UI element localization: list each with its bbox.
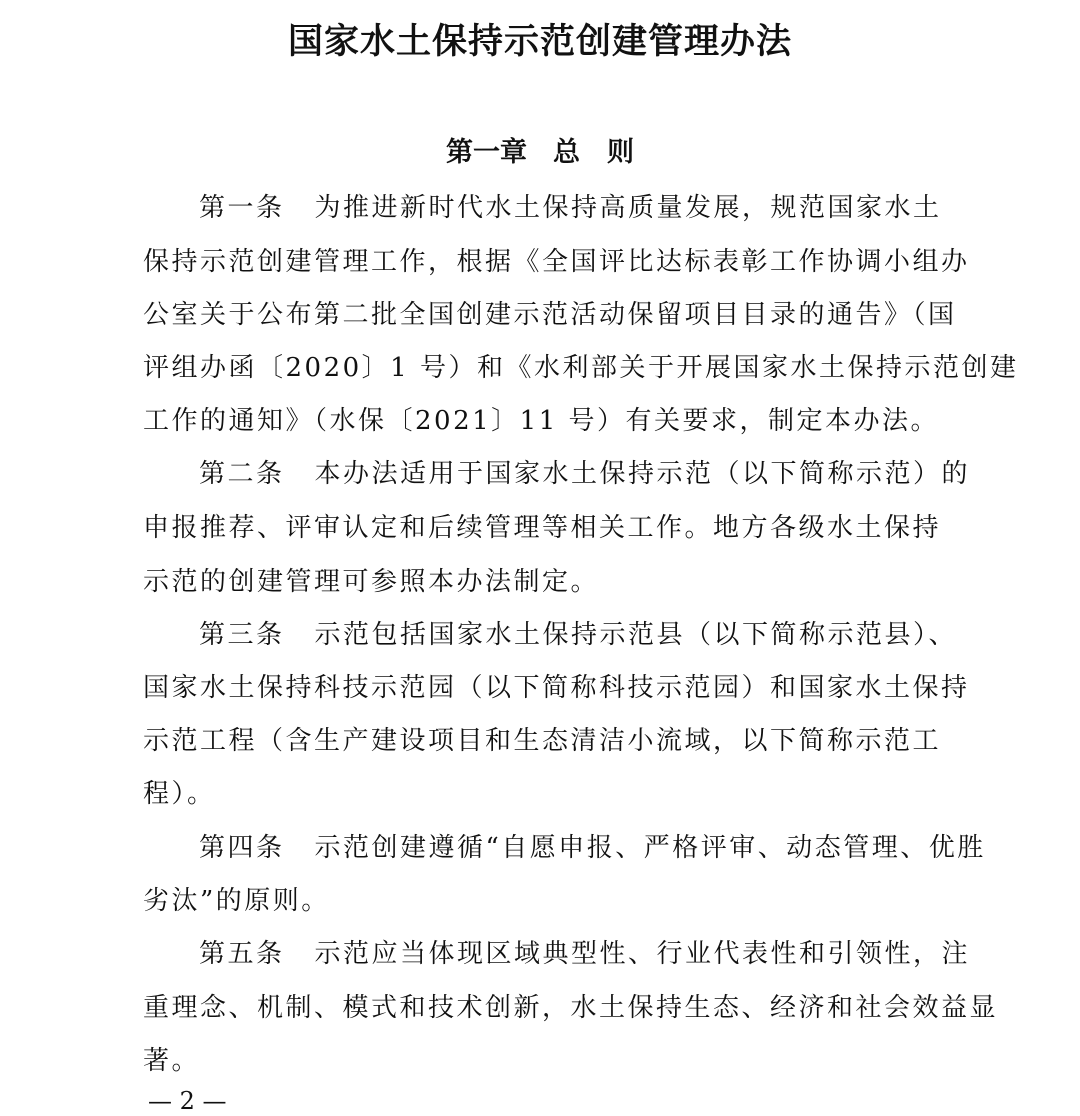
article-2-label: 第二条 [199, 459, 285, 489]
article-1-text-1: 为推进新时代水土保持高质量发展，规范国家水土 [314, 193, 942, 223]
article-4-line-2: 劣汰”的原则。 [143, 886, 330, 916]
article-1-line-1 [199, 188, 942, 228]
article-4-label: 第四条 [199, 833, 285, 863]
article-3-text-1: 示范包括国家水土保持示范县（以下简称示范县）、 [314, 620, 958, 650]
article-5-label: 第五条 [199, 939, 285, 969]
chapter-label: 第一章 [446, 137, 527, 168]
article-5-line-1 [199, 934, 970, 974]
document-title: 国家水土保持示范创建管理办法 [287, 22, 792, 62]
article-4-text-1: 示范创建遵循“自愿申报、严格评审、动态管理、优胜 [314, 833, 986, 863]
article-4-line-1 [199, 828, 986, 868]
page-number: — 2 — [148, 1087, 227, 1115]
article-3-line-4: 程）。 [143, 779, 216, 809]
article-3-line-1 [199, 615, 957, 655]
article-2-text-1: 本办法适用于国家水土保持示范（以下简称示范）的 [314, 459, 971, 489]
article-2-line-3: 示范的创建管理可参照本办法制定。 [143, 567, 600, 597]
article-3-line-2: 国家水土保持科技示范园（以下简称科技示范园）和国家水土保持 [143, 673, 970, 703]
article-2-line-2: 申报推荐、评审认定和后续管理等相关工作。地方各级水土保持 [143, 513, 942, 543]
chapter-heading [0, 133, 1080, 173]
article-3-label: 第三条 [199, 620, 285, 650]
article-1-label: 第一条 [199, 193, 285, 223]
article-5-line-3: 著。 [143, 1046, 201, 1076]
article-1-line-2: 保持示范创建管理工作，根据《全国评比达标表彰工作协调小组办 [143, 247, 970, 277]
chapter-name: 总 则 [553, 137, 634, 168]
article-3-line-3: 示范工程（含生产建设项目和生态清洁小流域，以下简称示范工 [143, 726, 942, 756]
article-1-line-4: 评组办函〔2020〕1 号）和《水利部关于开展国家水土保持示范创建 [143, 353, 1019, 383]
article-5-text-1: 示范应当体现区域典型性、行业代表性和引领性，注 [314, 939, 971, 969]
article-1-line-3: 公室关于公布第二批全国创建示范活动保留项目目录的通告》（国 [143, 300, 957, 330]
article-2-line-1 [199, 454, 970, 494]
article-1-line-5: 工作的通知》（水保〔2021〕11 号）有关要求，制定本办法。 [143, 406, 940, 436]
article-5-line-2: 重理念、机制、模式和技术创新，水土保持生态、经济和社会效益显 [143, 993, 999, 1023]
